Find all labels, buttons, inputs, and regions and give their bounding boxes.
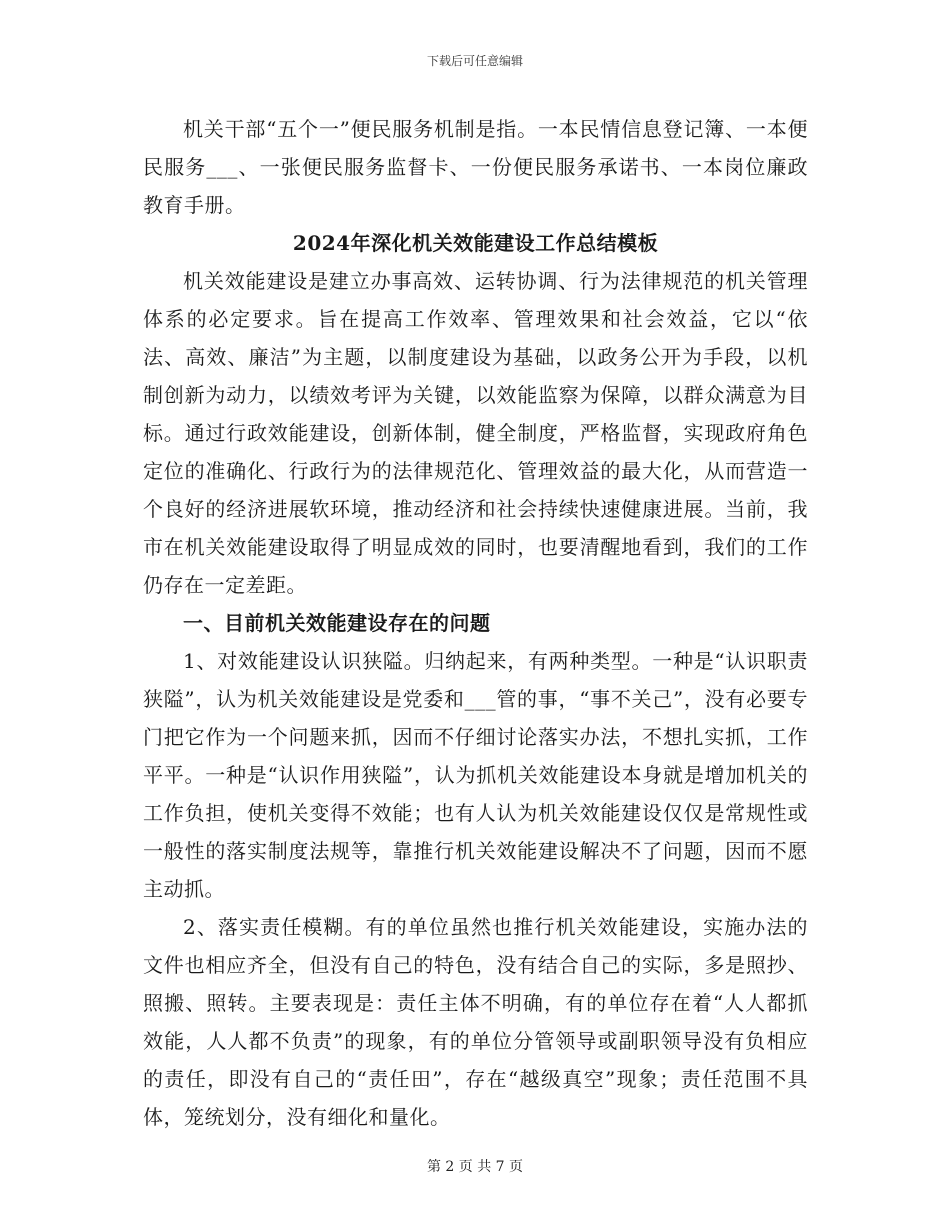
section-1-heading: 一、目前机关效能建设存在的问题 <box>183 611 491 635</box>
paragraph-1: 机关效能建设是建立办事高效、运转协调、行为法律规范的机关管理体系的必定要求。旨在提高工作效率、管理效果和社会效益，它以“依法、高效、廉洁”为主题，以制度建设为基础，以政务公开为手段，以机制创新为动力，以绩效考评为关键，以效能监察为保障，以群众满意为目标。通过行政效能建设，创新体制，健全制度，严格监督，实现政府角色定位的准确化、行政行为的法律规范化、管理效益的最大化，从而营造一个良好的经济进展软环境，推动经济和社会持续快速健康进展。当前，我市在机关效能建设取得了明显成效的同时，也要清醒地看到，我们的工作仍存在一定差距。 <box>143 269 808 597</box>
list-item-2: 2、落实责任模糊。有的单位虽然也推行机关效能建设，实施办法的文件也相应齐全，但没有自己的特色，没有结合自己的实际，多是照抄、照搬、照转。主要表现是：责任主体不明确，有的单位存在着“人人都抓效能，人人都不负责”的现象，有的单位分管领导或副职领导没有负相应的责任，即没有自己的“责任田”，存在“越级真空”现象；责任范围不具体，笼统划分，没有细化和量化。 <box>143 915 808 1129</box>
document-body <box>143 110 808 1136</box>
document-title: 2024年深化机关效能建设工作总结模板 <box>292 231 659 255</box>
intro-paragraph: 机关干部“五个一”便民服务机制是指。一本民情信息登记簿、一本便民服务___、一张便民服务监督卡、一份便民服务承诺书、一本岗位廉政教育手册。 <box>143 117 808 217</box>
list-item-1: 1、对效能建设认识狭隘。归纳起来，有两种类型。一种是“认识职责狭隘”，认为机关效能建设是党委和___管的事，“事不关己”，没有必要专门把它作为一个问题来抓，因而不仔细讨论落实办法，不想扎实抓，工作平平。一种是“认识作用狭隘”，认为抓机关效能建设本身就是增加机关的工作负担，使机关变得不效能；也有人认为机关效能建设仅仅是常规性或一般性的落实制度法规等，靠推行机关效能建设解决不了问题，因而不愿主动抓。 <box>143 649 808 901</box>
page-footer: 第 2 页 共 7 页 <box>426 1159 524 1175</box>
header-note: 下载后可任意编辑 <box>426 54 523 68</box>
